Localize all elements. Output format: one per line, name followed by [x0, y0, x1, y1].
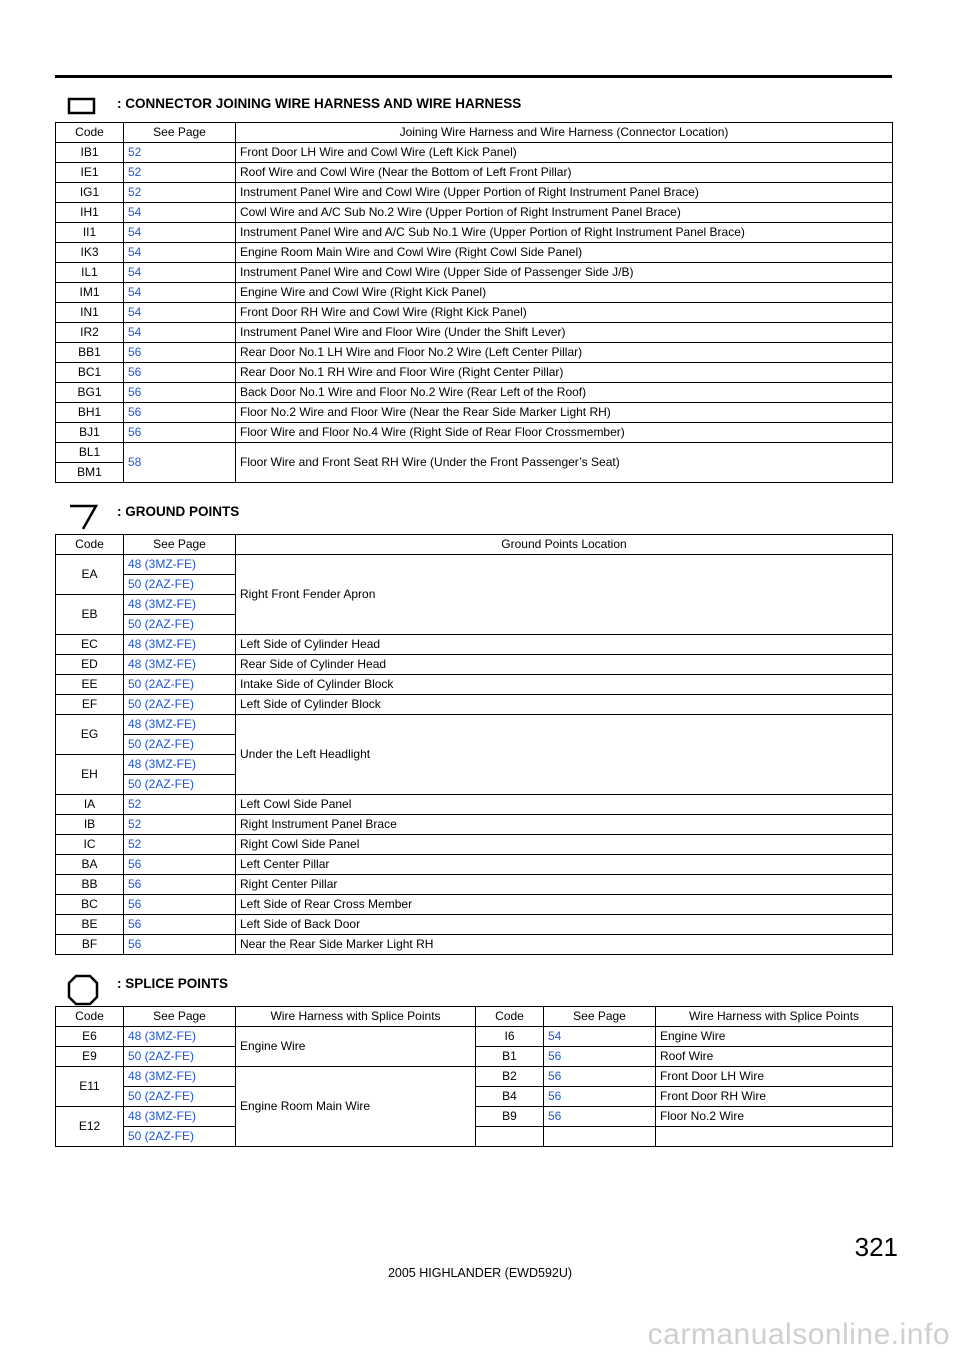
splice-section-title: : SPLICE POINTS — [117, 976, 229, 991]
empty-cell — [476, 1127, 544, 1147]
table-row — [56, 163, 893, 183]
ground-location: Intake Side of Cylinder Block — [236, 675, 893, 695]
table-row — [56, 695, 893, 715]
see-page-link[interactable]: 58 — [124, 443, 236, 483]
splice-harness: Engine Room Main Wire — [236, 1067, 476, 1147]
col-header-see-page: See Page — [124, 535, 236, 555]
see-page-link[interactable]: 52 — [124, 795, 236, 815]
table-row — [56, 243, 893, 263]
ground-location: Left Cowl Side Panel — [236, 795, 893, 815]
see-page-link[interactable]: 52 — [124, 815, 236, 835]
connector-location: Instrument Panel Wire and Cowl Wire (Upper Portion of Right Instrument Panel Brace) — [236, 183, 893, 203]
see-page-link[interactable]: 48 (3MZ-FE) — [124, 635, 236, 655]
ground-code: BB — [56, 875, 124, 895]
see-page-link[interactable]: 56 — [124, 403, 236, 423]
see-page-link[interactable]: 48 (3MZ-FE) — [124, 555, 236, 575]
connector-location: Rear Door No.1 RH Wire and Floor Wire (Right Center Pillar) — [236, 363, 893, 383]
ground-code: EB — [56, 595, 124, 635]
ground-symbol-icon — [67, 502, 101, 532]
ground-code: IA — [56, 795, 124, 815]
see-page-link[interactable]: 48 (3MZ-FE) — [124, 1027, 236, 1047]
table-row — [56, 183, 893, 203]
table-row — [56, 895, 893, 915]
connector-code: IR2 — [56, 323, 124, 343]
connector-code: BG1 — [56, 383, 124, 403]
see-page-link[interactable]: 48 (3MZ-FE) — [124, 655, 236, 675]
connector-location: Instrument Panel Wire and A/C Sub No.1 Wire (Upper Portion of Right Instrument Panel Brace) — [236, 223, 893, 243]
connector-code: IM1 — [56, 283, 124, 303]
connector-section-header — [55, 92, 892, 122]
table-row — [56, 855, 893, 875]
ground-location: Right Instrument Panel Brace — [236, 815, 893, 835]
see-page-link[interactable]: 48 (3MZ-FE) — [124, 1067, 236, 1087]
see-page-link[interactable]: 56 — [124, 915, 236, 935]
col-header-ground-location: Ground Points Location — [236, 535, 893, 555]
ground-section-header — [55, 500, 892, 530]
table-row — [56, 363, 893, 383]
table-row — [56, 655, 893, 675]
see-page-link[interactable]: 52 — [124, 143, 236, 163]
connector-code: IN1 — [56, 303, 124, 323]
ground-code: IB — [56, 815, 124, 835]
ground-table — [55, 534, 893, 955]
connector-code: IK3 — [56, 243, 124, 263]
empty-cell — [656, 1127, 893, 1147]
connector-code: BH1 — [56, 403, 124, 423]
connector-code: BB1 — [56, 343, 124, 363]
connector-code: IG1 — [56, 183, 124, 203]
see-page-link[interactable]: 56 — [544, 1047, 656, 1067]
splice-harness: Front Door LH Wire — [656, 1067, 893, 1087]
connector-code: IE1 — [56, 163, 124, 183]
ground-location: Left Side of Rear Cross Member — [236, 895, 893, 915]
ground-location: Right Front Fender Apron — [236, 555, 893, 635]
connector-code: II1 — [56, 223, 124, 243]
table-row — [56, 203, 893, 223]
splice-section-header — [55, 972, 892, 1002]
see-page-link[interactable]: 56 — [544, 1067, 656, 1087]
see-page-link[interactable]: 56 — [124, 935, 236, 955]
ground-code: EA — [56, 555, 124, 595]
table-row — [56, 875, 893, 895]
connector-location: Instrument Panel Wire and Floor Wire (Under the Shift Lever) — [236, 323, 893, 343]
connector-section-title: : CONNECTOR JOINING WIRE HARNESS AND WIRE HARNESS — [117, 96, 522, 111]
connector-code: IL1 — [56, 263, 124, 283]
see-page-link[interactable]: 56 — [124, 383, 236, 403]
see-page-link[interactable]: 54 — [544, 1027, 656, 1047]
col-header-code-2: Code — [476, 1007, 544, 1027]
splice-code: B9 — [476, 1107, 544, 1127]
table-row — [56, 715, 893, 735]
connector-code: BC1 — [56, 363, 124, 383]
table-row — [56, 815, 893, 835]
col-header-code: Code — [56, 123, 124, 143]
table-row — [56, 143, 893, 163]
table-row — [56, 343, 893, 363]
ground-location: Left Side of Back Door — [236, 915, 893, 935]
splice-code: E12 — [56, 1107, 124, 1147]
see-page-link[interactable]: 54 — [124, 223, 236, 243]
connector-location: Roof Wire and Cowl Wire (Near the Bottom of Left Front Pillar) — [236, 163, 893, 183]
see-page-link[interactable]: 54 — [124, 303, 236, 323]
connector-location: Cowl Wire and A/C Sub No.2 Wire (Upper Portion of Right Instrument Panel Brace) — [236, 203, 893, 223]
splice-code: E9 — [56, 1047, 124, 1067]
footer-title: 2005 HIGHLANDER (EWD592U) — [387, 1266, 573, 1280]
connector-code: BM1 — [56, 463, 124, 483]
ground-location: Near the Rear Side Marker Light RH — [236, 935, 893, 955]
connector-location: Floor Wire and Floor No.4 Wire (Right Side of Rear Floor Crossmember) — [236, 423, 893, 443]
table-row — [56, 835, 893, 855]
col-header-code: Code — [56, 1007, 124, 1027]
empty-cell — [544, 1127, 656, 1147]
connector-table — [55, 122, 893, 483]
table-row — [56, 443, 893, 463]
ground-section-title: : GROUND POINTS — [117, 504, 240, 519]
ground-code: EG — [56, 715, 124, 755]
see-page-link[interactable]: 52 — [124, 163, 236, 183]
connector-code: BL1 — [56, 443, 124, 463]
connector-location: Engine Room Main Wire and Cowl Wire (Right Cowl Side Panel) — [236, 243, 893, 263]
see-page-link[interactable]: 50 (2AZ-FE) — [124, 1047, 236, 1067]
watermark: carmanualsonline.info — [647, 1318, 950, 1351]
splice-code: B4 — [476, 1087, 544, 1107]
see-page-link[interactable]: 56 — [544, 1087, 656, 1107]
table-row — [56, 795, 893, 815]
see-page-link[interactable]: 56 — [124, 363, 236, 383]
ground-code: EE — [56, 675, 124, 695]
ground-code: BA — [56, 855, 124, 875]
see-page-link[interactable]: 50 (2AZ-FE) — [124, 1087, 236, 1107]
see-page-link[interactable]: 50 (2AZ-FE) — [124, 575, 236, 595]
connector-location: Instrument Panel Wire and Cowl Wire (Upper Side of Passenger Side J/B) — [236, 263, 893, 283]
ground-code: ED — [56, 655, 124, 675]
ground-location: Left Side of Cylinder Block — [236, 695, 893, 715]
col-header-wire-harness: Wire Harness with Splice Points — [236, 1007, 476, 1027]
see-page-link[interactable]: 54 — [124, 323, 236, 343]
ground-location: Under the Left Headlight — [236, 715, 893, 795]
see-page-link[interactable]: 48 (3MZ-FE) — [124, 1107, 236, 1127]
connector-location: Front Door RH Wire and Cowl Wire (Right Kick Panel) — [236, 303, 893, 323]
col-header-see-page-2: See Page — [544, 1007, 656, 1027]
ground-code: BE — [56, 915, 124, 935]
splice-harness: Engine Wire — [656, 1027, 893, 1047]
connector-location: Back Door No.1 Wire and Floor No.2 Wire (Rear Left of the Roof) — [236, 383, 893, 403]
table-row — [56, 675, 893, 695]
see-page-link[interactable]: 48 (3MZ-FE) — [124, 755, 236, 775]
see-page-link[interactable]: 54 — [124, 243, 236, 263]
connector-location: Engine Wire and Cowl Wire (Right Kick Panel) — [236, 283, 893, 303]
see-page-link[interactable]: 54 — [124, 263, 236, 283]
connector-location: Floor Wire and Front Seat RH Wire (Under the Front Passenger’s Seat) — [236, 443, 893, 483]
table-row — [56, 263, 893, 283]
splice-code: B2 — [476, 1067, 544, 1087]
col-header-see-page: See Page — [124, 1007, 236, 1027]
splice-code: E11 — [56, 1067, 124, 1107]
see-page-link[interactable]: 56 — [124, 875, 236, 895]
table-row — [56, 403, 893, 423]
table-row — [56, 383, 893, 403]
splice-table — [55, 1006, 893, 1147]
col-header-see-page: See Page — [124, 123, 236, 143]
connector-code: IB1 — [56, 143, 124, 163]
ground-code: EH — [56, 755, 124, 795]
see-page-link[interactable]: 50 (2AZ-FE) — [124, 735, 236, 755]
table-row — [56, 935, 893, 955]
connector-location: Rear Door No.1 LH Wire and Floor No.2 Wire (Left Center Pillar) — [236, 343, 893, 363]
see-page-link[interactable]: 50 (2AZ-FE) — [124, 675, 236, 695]
table-row — [56, 635, 893, 655]
see-page-link[interactable]: 48 (3MZ-FE) — [124, 595, 236, 615]
see-page-link[interactable]: 56 — [124, 343, 236, 363]
splice-code: B1 — [476, 1047, 544, 1067]
see-page-link[interactable]: 50 (2AZ-FE) — [124, 615, 236, 635]
splice-code: I6 — [476, 1027, 544, 1047]
table-row — [56, 283, 893, 303]
splice-code: E6 — [56, 1027, 124, 1047]
connector-location: Floor No.2 Wire and Floor Wire (Near the Rear Side Marker Light RH) — [236, 403, 893, 423]
see-page-link[interactable]: 52 — [124, 183, 236, 203]
connector-symbol-icon — [67, 94, 97, 116]
page-number: 321 — [854, 1232, 898, 1262]
ground-location: Left Side of Cylinder Head — [236, 635, 893, 655]
table-row — [56, 303, 893, 323]
connector-code: IH1 — [56, 203, 124, 223]
table-row — [56, 1067, 893, 1087]
ground-location: Left Center Pillar — [236, 855, 893, 875]
col-header-location: Joining Wire Harness and Wire Harness (Connector Location) — [236, 123, 893, 143]
see-page-link[interactable]: 48 (3MZ-FE) — [124, 715, 236, 735]
table-row — [56, 915, 893, 935]
ground-location: Right Cowl Side Panel — [236, 835, 893, 855]
ground-code: BF — [56, 935, 124, 955]
see-page-link[interactable]: 52 — [124, 835, 236, 855]
see-page-link[interactable]: 50 (2AZ-FE) — [124, 695, 236, 715]
table-row — [56, 223, 893, 243]
see-page-link[interactable]: 56 — [124, 895, 236, 915]
connector-code: BJ1 — [56, 423, 124, 443]
see-page-link[interactable]: 56 — [124, 423, 236, 443]
ground-code: EF — [56, 695, 124, 715]
connector-location: Front Door LH Wire and Cowl Wire (Left Kick Panel) — [236, 143, 893, 163]
col-header-code: Code — [56, 535, 124, 555]
ground-location: Rear Side of Cylinder Head — [236, 655, 893, 675]
splice-harness: Engine Wire — [236, 1027, 476, 1067]
ground-code: BC — [56, 895, 124, 915]
table-row — [56, 323, 893, 343]
table-row — [56, 555, 893, 575]
see-page-link[interactable]: 54 — [124, 203, 236, 223]
see-page-link[interactable]: 50 (2AZ-FE) — [124, 775, 236, 795]
table-row — [56, 423, 893, 443]
table-row — [56, 1027, 893, 1047]
see-page-link[interactable]: 50 (2AZ-FE) — [124, 1127, 236, 1147]
ground-code: EC — [56, 635, 124, 655]
ground-location: Right Center Pillar — [236, 875, 893, 895]
see-page-link[interactable]: 54 — [124, 283, 236, 303]
see-page-link[interactable]: 56 — [544, 1107, 656, 1127]
col-header-wire-harness-2: Wire Harness with Splice Points — [656, 1007, 893, 1027]
splice-harness: Front Door RH Wire — [656, 1087, 893, 1107]
top-rule — [55, 75, 892, 78]
splice-symbol-icon — [67, 974, 99, 1006]
ground-code: IC — [56, 835, 124, 855]
splice-harness: Roof Wire — [656, 1047, 893, 1067]
splice-harness: Floor No.2 Wire — [656, 1107, 893, 1127]
see-page-link[interactable]: 56 — [124, 855, 236, 875]
